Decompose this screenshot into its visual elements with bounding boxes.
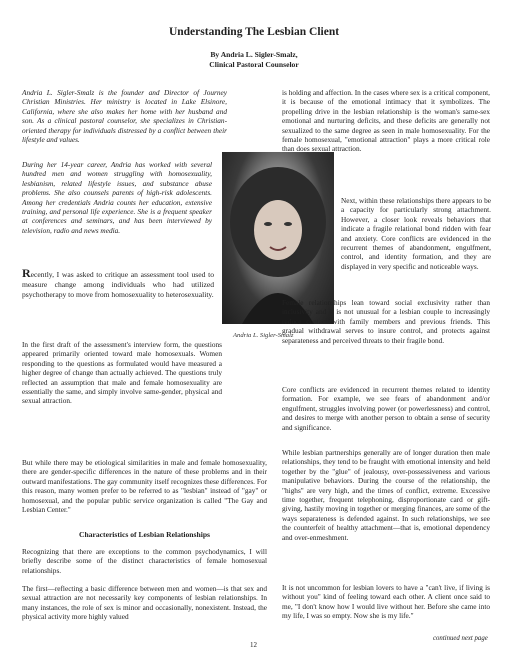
drop-cap: R bbox=[22, 266, 31, 280]
right-para-5: While lesbian partnerships generally are of longer duration then male relationships, they tend to be fraught with emotional intensity and held together by the "glue" of jealousy, over-possessiveness and various manipulative behaviors. During the course of the relationship, the "highs" are very high, and the times of conflict, extreme. Excessive time together, frequent telephoning, disproportionate card or gift-giving, hastily moving in together or merging finances, are some of the ways separateness is defended against. In such relationships, we see the counterfeit of healthy attachment—that is, emotional dependency and over-enmeshment. bbox=[282, 448, 490, 542]
section-subhead: Characteristics of Lesbian Relationships bbox=[79, 530, 210, 539]
right-para-1: is holding and affection. In the cases where sex is a critical component, it is because of the emotional intimacy that it symbolizes. The propelling drive in the lesbian relationship is the woman's same-sex emotional and nurturing deficits, and these deficits are generally not sexualized to the same degree as seen in male homosexuality. For the female homosexual, "emotional attraction" plays a more critical role than does sexual attraction. bbox=[282, 88, 490, 154]
left-para-2: But while there may be etiological similarities in male and female homosexuality, there are gender-specific differences in the nature of these problems and in their outward manifestations. The gay community itself recognizes these differences. For this reason, many women prefer to be referred to as "lesbian" instead of "gay" or homosexual, and the popular public service organization is called "The Gay and Lesbian Center." bbox=[22, 458, 267, 515]
right-para-4: Core conflicts are evidenced in recurrent themes related to identity formation. For example, we see fears of abandonment and/or engulfment, struggles involving power (or powerlessness) and control, and desires to merge with another person to obtain a sense of security and significance. bbox=[282, 385, 490, 432]
career-note: During her 14-year career, Andria has worked with several hundred men and women struggling with homosexuality, lesbianism, related lifestyle issues, and substance abuse problems. She also counsels parents of high-risk adolescents. Among her credentials Andria counts her education, extensive training, and personal life experience. She is a frequent speaker at conferences and seminars, and has been interviewed by television, radio and news media. bbox=[22, 160, 212, 235]
right-para-6: It is not uncommon for lesbian lovers to have a "can't live, if living is without you" kind of feeling toward each other. A client once said to me, "I don't know how I would live without her. Before she came into my life, I was so empty. Now she is my life." bbox=[282, 583, 490, 621]
left-para-3: Recognizing that there are exceptions to the common psychodynamics, I will briefly describe some of the distinct characteristics of female homosexual relationships. bbox=[22, 547, 267, 575]
left-para-4: The first—reflecting a basic difference between men and women—is that sex and sexual attraction are not necessarily key components of lesbian relationships. In many instances, the role of sex is minor and occasionally, nonexistent. Instead, the physical activity more highly valued bbox=[22, 584, 267, 622]
page-number: 12 bbox=[250, 641, 257, 649]
author-bio: Andria L. Sigler-Smalz is the founder and Director of Journey Christian Ministries. Her ministry is located in Lake Elsinore, California, where she also makes her home with her husband and son. As a clinical pastoral counselor, she specializes in Christian-oriented therapy for individuals distressed by a conflict between their lifestyle and values. bbox=[22, 88, 227, 145]
continued-note: continued next page bbox=[433, 635, 488, 642]
left-para-1: In the first draft of the assessment's interview form, the questions appeared primarily oriented toward male homosexuals. Women responding to the questions as formulated would have measured a higher degree of change than actually achieved. The questions truly reflected an assumption that male and female homosexuality are essentially the same, and simply involve same-gender, physical and sexual attraction. bbox=[22, 340, 222, 406]
right-para-3: Female relationships lean toward social exclusivity rather than inclusivity and it is not unusual for a lesbian couple to increasingly reduce contact with family members and previous friends. This gradual withdrawal serves to insure control, and protects against separateness and perceived threats to their fragile bond. bbox=[282, 298, 490, 345]
right-para-2: Next, within these relationships there appears to be a capacity for particularly strong attachment. However, a closer look reveals behaviors that indicate a fragile relational bond ridden with fear and anxiety. Core conflicts are evidenced in the recurrent themes of abandonment, engulfment, control, and identity formation, and they are displayed in very specific and noticeable ways. bbox=[341, 196, 491, 271]
byline-author: By Andria L. Sigler-Smalz, bbox=[210, 50, 298, 59]
photo-caption: Andria L. Sigler-Smalz bbox=[233, 332, 294, 339]
intro-paragraph bbox=[22, 268, 214, 300]
article-title: Understanding The Lesbian Client bbox=[168, 26, 340, 38]
byline-role: Clinical Pastoral Counselor bbox=[209, 60, 299, 69]
byline bbox=[0, 50, 508, 70]
intro-text: ecently, I was asked to critique an assessment tool used to measure change among individuals who had utilized psychotherapy to move from homosexuality to heterosexuality. bbox=[22, 270, 214, 299]
